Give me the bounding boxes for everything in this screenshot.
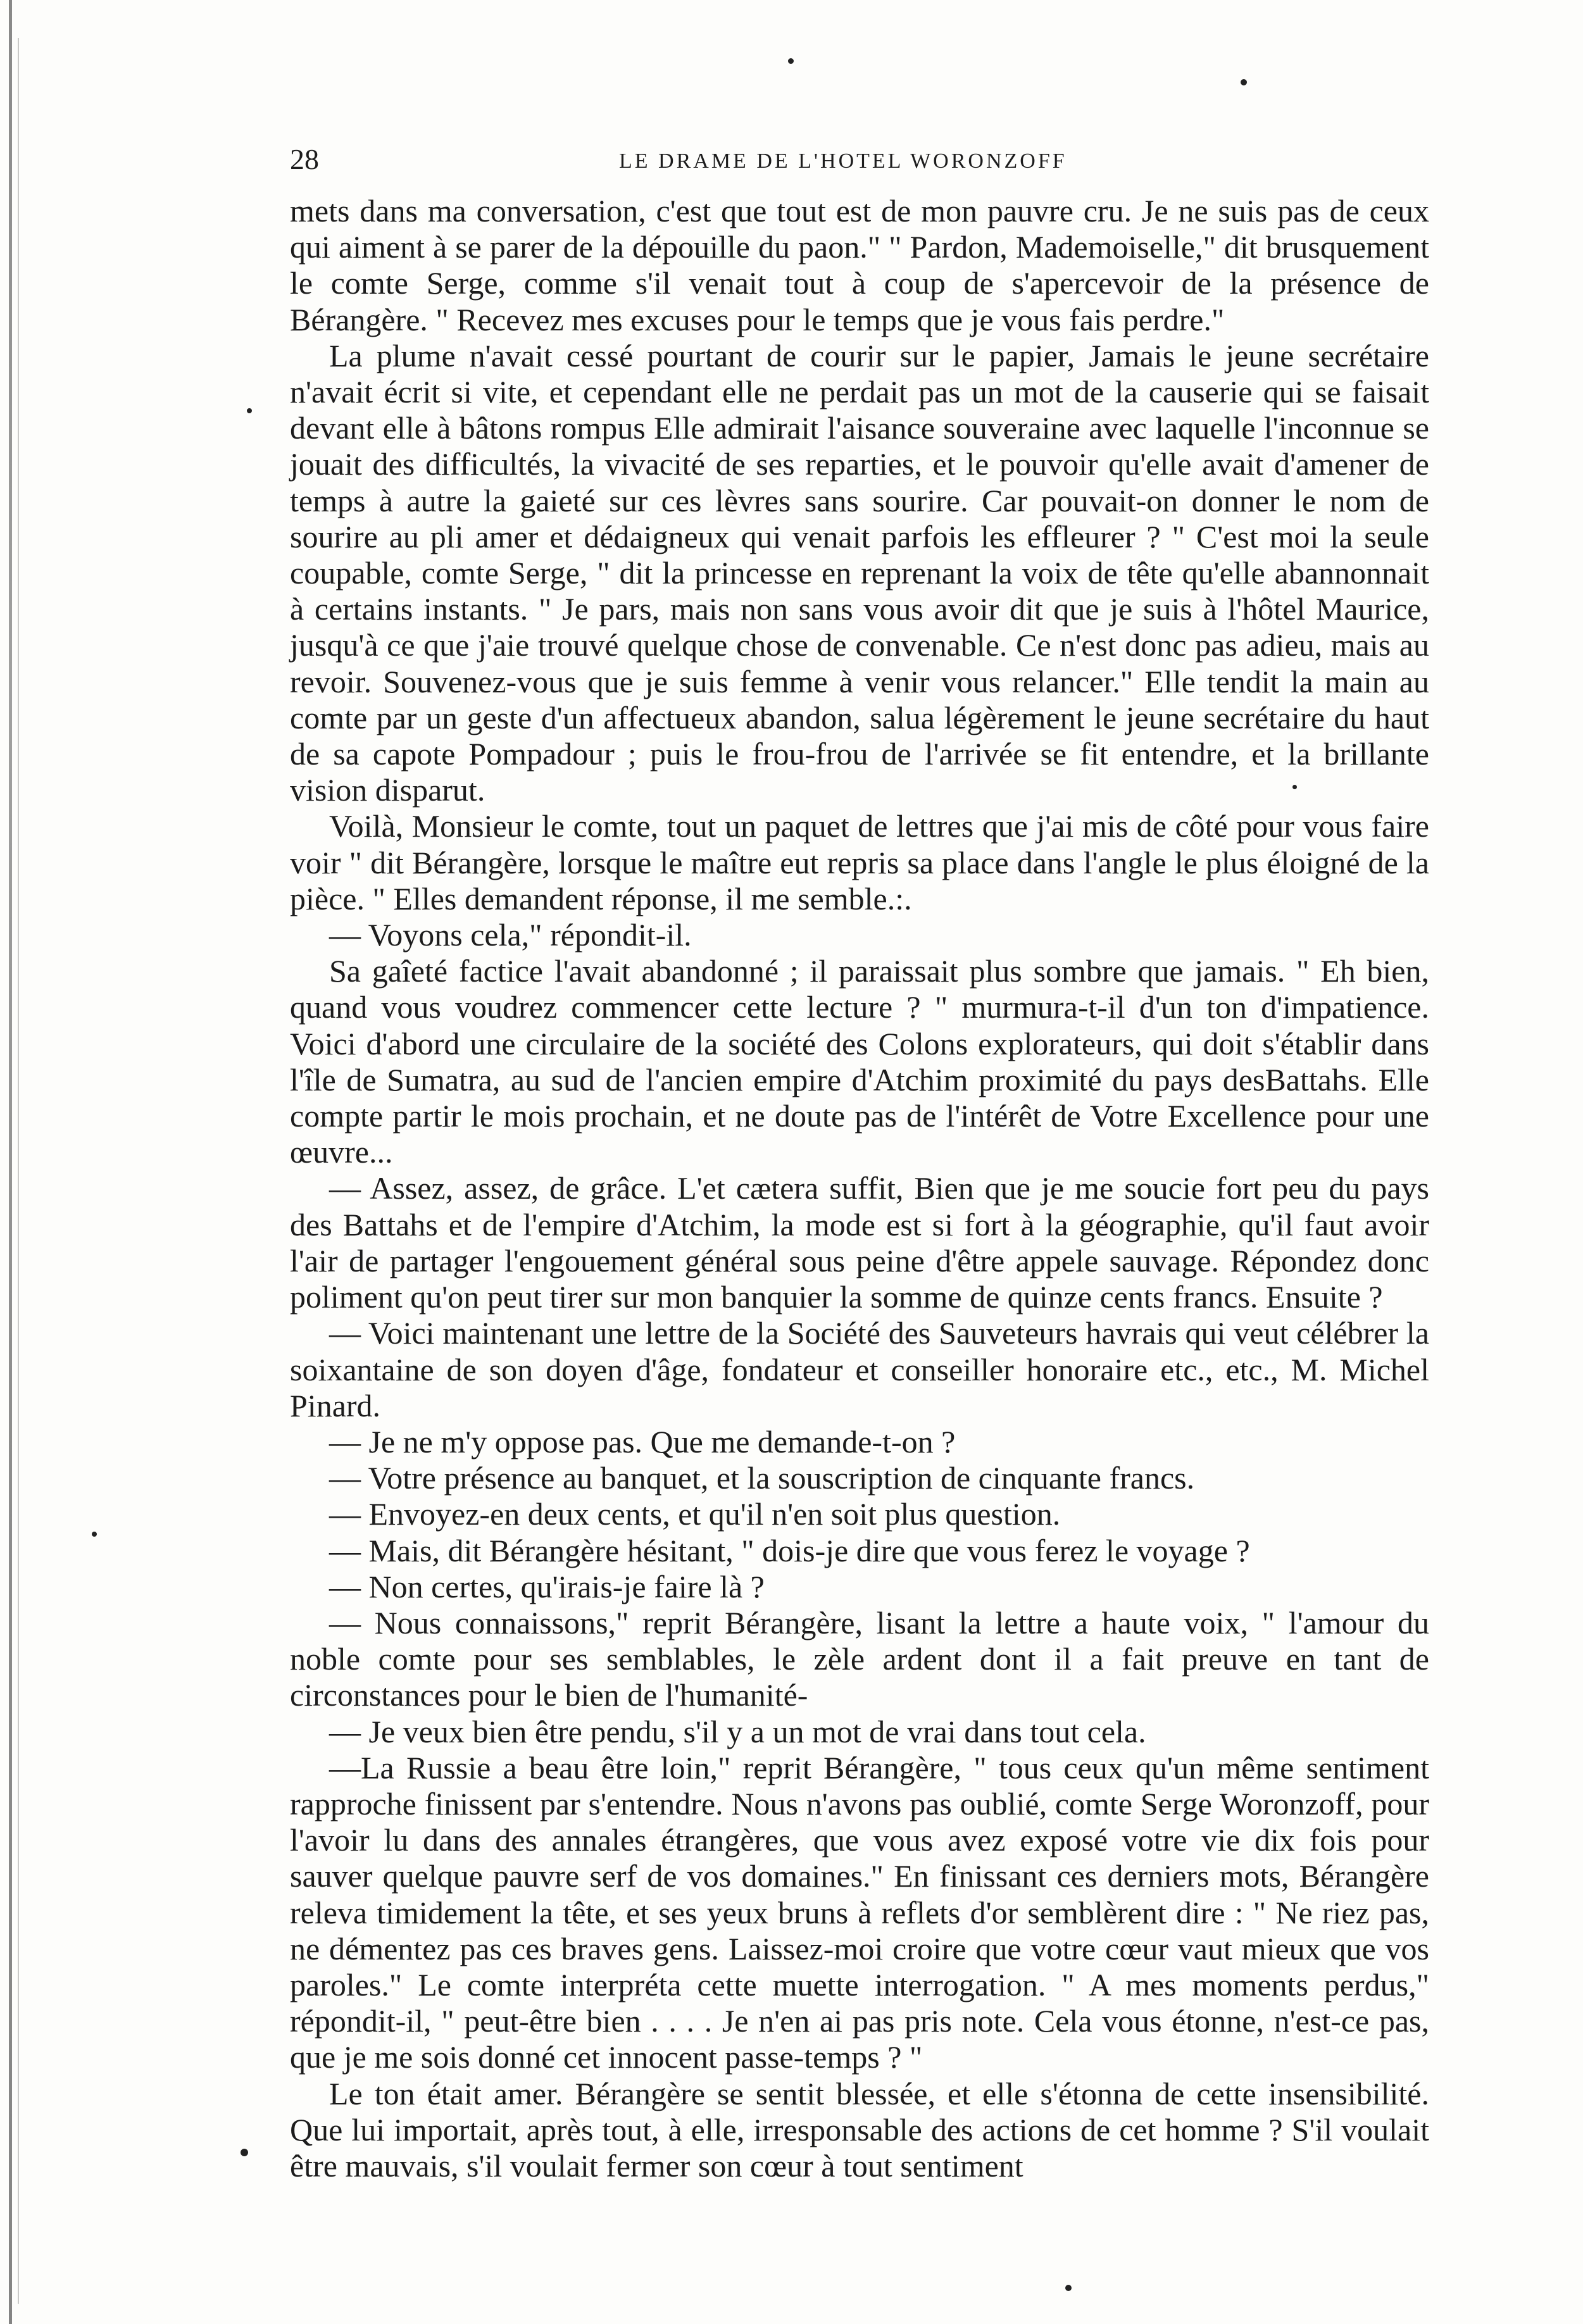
- binding-edge-shadow: [18, 38, 19, 2304]
- paragraph: — Je ne m'y oppose pas. Que me demande-t-on ?: [329, 1423, 956, 1459]
- ink-speck: [1065, 2285, 1072, 2291]
- paragraph: — Envoyez-en deux cents, et qu'il n'en soit plus question.: [329, 1496, 1061, 1532]
- paragraph: — Votre présence au banquet, et la souscription de cinquante francs.: [329, 1460, 1195, 1496]
- running-title: LE DRAME DE L'HOTEL WORONZOFF: [619, 149, 1067, 173]
- paragraph: La plume n'avait cessé pourtant de courir sur le papier, Jamais le jeune secrétaire n'avait écrit si vite, et cependant elle ne perdait pas un mot de la causerie qui se faisait devant elle à bâtons rompus Elle admirait l'aisance souveraine avec laquelle l'inconnue se jouait des difficultés, la vivacité de ses reparties, et le pouvoir qu'elle avait d'amener de temps à autre la gaieté sur ces lèvres sans sourire. Car pouvait-on donner le nom de sourire au pli amer et dédaigneux qui venait parfois les effleurer ? " C'est moi la seule coupable, comte Serge, " dit la princesse en reprenant la voix de tête qu'elle abannonnait à certains instants. " Je pars, mais non sans vous avoir dit que je suis à l'hôtel Maurice, jusqu'à ce que j'aie trouvé quelque chose de convenable. Ce n'est donc pas adieu, mais au revoir. Souvenez-vous que je suis femme à venir vous relancer." Elle tendit la main au comte par un geste d'un affectueux abandon, salua légèrement le jeune secrétaire du haut de sa capote Pompadour ; puis le frou-frou de l'arrivée se fit entendre, et la brillante vision disparut.: [290, 337, 1429, 808]
- ink-speck: [247, 408, 252, 413]
- paragraph: — Voyons cela," répondit-il.: [329, 917, 692, 953]
- paragraph: mets dans ma conversation, c'est que tout est de mon pauvre cru. Je ne suis pas de ceux qui aiment à se parer de la dépouille du paon." " Pardon, Mademoiselle," dit brusquement le comte Serge, comme s'il venait tout à coup de s'apercevoir de la présence de Bérangère. " Recevez mes excuses pour le temps que je vous fais perdre.": [290, 193, 1429, 337]
- paragraph: —La Russie a beau être loin," reprit Bérangère, " tous ceux qu'un même sentiment rapproche finissent par s'entendre. Nous n'avons pas oublié, comte Serge Woronzoff, pour l'avoir lu dans des annales étrangères, que vous avez exposé votre vie dix fois pour sauver quelque pauvre serf de vos domaines." En finissant ces derniers mots, Bérangère releva timidement la tête, et ses yeux bruns à reflets d'or semblèrent dire : " Ne riez pas, ne démentez pas ces braves gens. Laissez-moi croire que votre cœur vaut mieux que vos paroles." Le comte interpréta cette muette interrogation. " A mes moments perdus," répondit-il, " peut-être bien . . . . Je n'en ai pas pris note. Cela vous étonne, n'est-ce pas, que je me sois donné cet innocent passe-temps ? ": [290, 1749, 1429, 2075]
- ink-speck: [1292, 785, 1297, 789]
- paragraph: — Mais, dit Bérangère hésitant, " dois-je dire que vous ferez le voyage ?: [329, 1532, 1250, 1568]
- ink-speck: [241, 2149, 248, 2156]
- binding-edge: [9, 0, 12, 2324]
- paragraph: — Assez, assez, de grâce. L'et cætera suffit, Bien que je me soucie fort peu du pays des Battahs et de l'empire d'Atchim, la mode est si fort à la géographie, qu'il faut avoir l'air de partager l'engouement général sous peine d'être appele sauvage. Répondez donc poliment qu'on peut tirer sur mon banquier la somme de quinze cents francs. Ensuite ?: [290, 1170, 1429, 1315]
- paragraph: Voilà, Monsieur le comte, tout un paquet de lettres que j'ai mis de côté pour vous faire voir " dit Bérangère, lorsque le maître eut repris sa place dans l'angle le plus éloigné de la pièce. " Elles demandent réponse, il me semble.:.: [290, 808, 1429, 916]
- paragraph: Sa gaîeté factice l'avait abandonné ; il paraissait plus sombre que jamais. " Eh bien, quand vous voudrez commencer cette lecture ? " murmura-t-il d'un ton d'impatience. Voici d'abord une circulaire de la société des Colons explorateurs, qui doit s'établir dans l'île de Sumatra, au sud de l'ancien empire d'Atchim proximité du pays desBattahs. Elle compte partir le mois prochain, et ne doute pas de l'intérêt de Votre Excellence pour une œuvre...: [290, 953, 1429, 1170]
- paragraph: — Non certes, qu'irais-je faire là ?: [329, 1568, 765, 1604]
- ink-speck: [788, 58, 794, 64]
- ink-speck: [1241, 79, 1247, 85]
- paragraph: — Nous connaissons," reprit Bérangère, lisant la lettre a haute voix, " l'amour du noble comte pour ses semblables, le zèle ardent dont il a fait preuve en tant de circonstances pour le bien de l'humanité-: [290, 1604, 1429, 1713]
- page-header: [290, 141, 1429, 185]
- body-text: [290, 193, 1429, 2184]
- page-number: 28: [290, 143, 319, 175]
- ink-speck: [92, 1532, 97, 1537]
- paragraph: Le ton était amer. Bérangère se sentit blessée, et elle s'étonna de cette insensibilité. Que lui importait, après tout, à elle, irresponsable des actions de cet homme ? S'il voulait être mauvais, s'il voulait fermer son cœur à tout sentiment: [290, 2075, 1429, 2183]
- paragraph: — Je veux bien être pendu, s'il y a un mot de vrai dans tout cela.: [329, 1713, 1146, 1749]
- paragraph: — Voici maintenant une lettre de la Société des Sauveteurs havrais qui veut célébrer la soixantaine de son doyen d'âge, fondateur et conseiller honoraire etc., etc., M. Michel Pinard.: [290, 1315, 1429, 1423]
